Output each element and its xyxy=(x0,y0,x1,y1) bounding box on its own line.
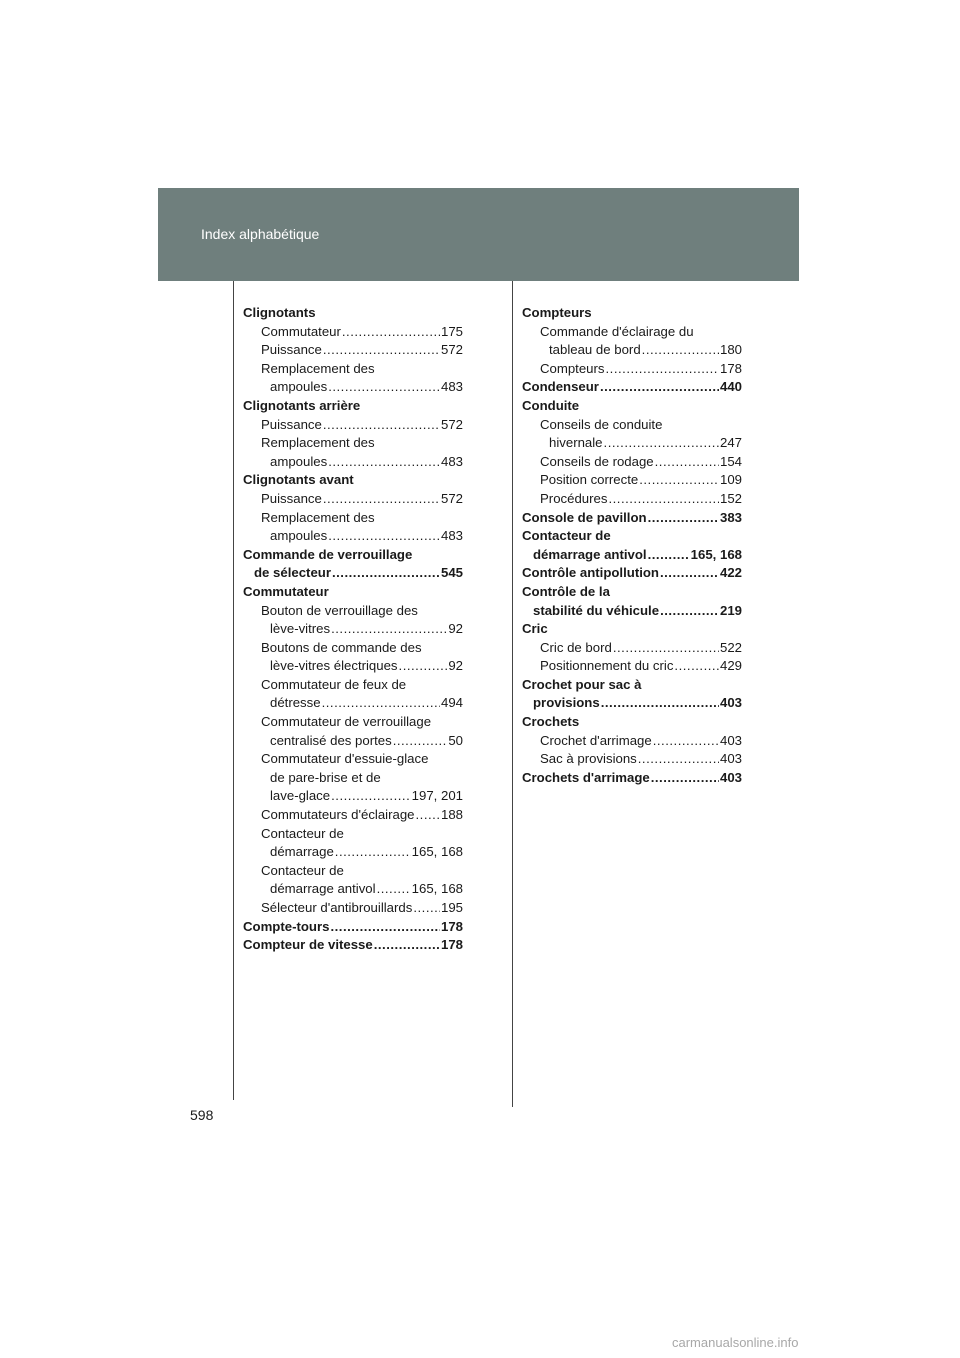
dot-leader xyxy=(331,620,447,639)
index-subentry: Commutateur d'essuie-glace xyxy=(261,751,429,767)
index-subentry: Remplacement des xyxy=(261,509,375,525)
entry-text: Positionnement du cric xyxy=(540,658,674,674)
dot-leader xyxy=(600,378,719,397)
index-entry xyxy=(243,936,463,955)
page-reference: 483 xyxy=(440,528,463,544)
page-reference: 109 xyxy=(719,472,742,488)
index-entry: Clignotants xyxy=(243,305,316,320)
dot-leader xyxy=(639,471,719,490)
index-subentry xyxy=(243,694,463,713)
dot-leader xyxy=(655,453,719,472)
page-reference: 572 xyxy=(440,416,463,432)
entry-text: provisions xyxy=(533,695,600,711)
page-reference: 440 xyxy=(719,379,742,395)
dot-leader xyxy=(328,527,440,546)
index-entry: Cric xyxy=(522,621,548,637)
index-subentry xyxy=(243,453,463,472)
entry-text: ampoules xyxy=(270,453,328,469)
page-reference: 483 xyxy=(440,453,463,469)
entry-text: Compte-tours xyxy=(243,918,330,934)
index-subentry xyxy=(522,490,742,509)
entry-text: lave-glace xyxy=(270,788,331,804)
dot-leader xyxy=(674,657,719,676)
dot-leader xyxy=(393,732,448,751)
entry-text: Commutateurs d'éclairage xyxy=(261,807,415,823)
entry-text: Contrôle antipollution xyxy=(522,565,659,581)
dot-leader xyxy=(331,787,411,806)
index-entry: Compteurs xyxy=(522,305,592,320)
index-subentry: Bouton de verrouillage des xyxy=(261,602,418,618)
dot-leader xyxy=(613,639,719,658)
column-divider xyxy=(512,281,513,1107)
entry-text: ampoules xyxy=(270,528,328,544)
page-reference: 422 xyxy=(719,565,742,581)
entry-text: Crochets d'arrimage xyxy=(522,769,650,785)
entry-text: Sélecteur d'antibrouillards xyxy=(261,900,413,915)
page-reference: 429 xyxy=(719,658,742,674)
dot-leader xyxy=(604,434,719,453)
index-subentry xyxy=(522,360,742,379)
entry-text: ampoules xyxy=(270,379,328,395)
dot-leader xyxy=(328,378,440,397)
page-reference: 175 xyxy=(440,323,463,339)
entry-text: Conseils de rodage xyxy=(540,453,654,469)
index-subentry xyxy=(243,880,463,899)
entry-text: Condenseur xyxy=(522,379,599,395)
dot-leader xyxy=(377,880,411,899)
dot-leader xyxy=(608,490,719,509)
index-entry xyxy=(243,918,463,937)
index-entry: Commutateur xyxy=(243,583,329,599)
page-reference: 152 xyxy=(719,490,742,506)
index-subentry xyxy=(243,787,463,806)
entry-text: démarrage xyxy=(270,844,334,860)
dot-leader xyxy=(332,564,440,583)
dot-leader xyxy=(328,453,440,472)
index-entry: Contrôle de la xyxy=(522,583,610,599)
page-reference: 154 xyxy=(719,453,742,469)
entry-text: Cric de bord xyxy=(540,639,612,655)
index-subentry xyxy=(522,341,742,360)
entry-text: démarrage antivol xyxy=(533,546,647,562)
page-reference: 178 xyxy=(719,360,742,376)
entry-text: Compteurs xyxy=(540,360,605,376)
entry-text: démarrage antivol xyxy=(270,881,376,897)
index-subentry xyxy=(243,620,463,639)
dot-leader xyxy=(323,416,440,435)
index-entry xyxy=(522,509,742,528)
dot-leader xyxy=(660,602,719,621)
entry-text: Puissance xyxy=(261,416,322,432)
dot-leader xyxy=(653,732,719,751)
index-subentry: Commande d'éclairage du xyxy=(540,323,694,339)
entry-text: Compteur de vitesse xyxy=(243,937,373,953)
dot-leader xyxy=(648,509,719,528)
page-reference: 92 xyxy=(448,658,463,674)
index-subentry: Conseils de conduite xyxy=(540,416,663,432)
page-reference: 180 xyxy=(719,342,742,358)
dot-leader xyxy=(342,323,440,342)
page-reference: 195 xyxy=(440,900,463,915)
page-reference: 247 xyxy=(719,435,742,451)
dot-leader xyxy=(323,490,440,509)
page-reference: 572 xyxy=(440,490,463,506)
index-subentry xyxy=(243,899,463,918)
entry-text: lève-vitres xyxy=(270,621,331,637)
index-subentry xyxy=(522,750,742,769)
index-subentry: Remplacement des xyxy=(261,435,375,451)
index-entry: Crochets xyxy=(522,714,580,730)
index-subentry xyxy=(522,732,742,751)
index-subentry xyxy=(243,323,463,342)
index-subentry: Commutateur de verrouillage xyxy=(261,714,432,730)
header-band xyxy=(158,188,799,281)
page-reference: 197, 201 xyxy=(411,788,463,804)
entry-text: Puissance xyxy=(261,490,322,506)
index-subentry xyxy=(243,490,463,509)
index-subentry xyxy=(243,806,463,825)
page-reference: 165, 168 xyxy=(411,844,463,860)
dot-leader xyxy=(660,564,719,583)
index-entry: Clignotants arrière xyxy=(243,397,361,413)
index-subentry xyxy=(243,416,463,435)
page-reference: 403 xyxy=(719,695,742,711)
entry-text: tableau de bord xyxy=(549,342,641,358)
index-entry xyxy=(522,694,742,713)
dot-leader xyxy=(323,341,440,360)
index-subentry xyxy=(243,378,463,397)
entry-text: stabilité du véhicule xyxy=(533,602,660,618)
index-subentry: Remplacement des xyxy=(261,360,375,376)
entry-text: détresse xyxy=(270,695,321,711)
dot-leader xyxy=(642,341,719,360)
index-subentry xyxy=(522,639,742,658)
index-subentry xyxy=(243,843,463,862)
entry-text: Position correcte xyxy=(540,472,639,488)
page-reference: 494 xyxy=(440,695,463,711)
entry-text: Puissance xyxy=(261,342,322,358)
dot-leader xyxy=(638,750,719,769)
entry-text: Sac à provisions xyxy=(540,751,637,767)
index-subentry xyxy=(243,527,463,546)
entry-text: Crochet d'arrimage xyxy=(540,732,652,748)
dot-leader xyxy=(330,918,440,937)
page-reference: 188 xyxy=(440,807,463,823)
page-reference: 572 xyxy=(440,342,463,358)
index-subentry xyxy=(522,657,742,676)
left-margin-rule xyxy=(233,281,234,1100)
page-reference: 178 xyxy=(440,937,463,953)
index-subentry: Contacteur de xyxy=(261,862,344,878)
index-entry: Commande de verrouillage xyxy=(243,546,413,562)
index-subentry: Contacteur de xyxy=(261,825,344,841)
entry-text: centralisé des portes xyxy=(270,732,392,748)
section-title: Index alphabétique xyxy=(201,226,320,242)
dot-leader xyxy=(651,769,719,788)
page-reference: 165, 168 xyxy=(411,881,463,897)
page-reference: 92 xyxy=(448,621,463,637)
page-reference: 383 xyxy=(719,509,742,525)
dot-leader xyxy=(322,694,440,713)
dot-leader xyxy=(606,360,719,379)
index-entry: Contacteur de xyxy=(522,528,611,544)
page-reference: 403 xyxy=(719,769,742,785)
index-subentry xyxy=(243,732,463,751)
dot-leader xyxy=(399,657,448,676)
entry-text: Console de pavillon xyxy=(522,509,647,525)
index-entry xyxy=(522,378,742,397)
dot-leader xyxy=(416,806,440,825)
index-subentry xyxy=(522,453,742,472)
entry-text: Procédures xyxy=(540,490,608,506)
index-entry: Conduite xyxy=(522,397,580,413)
dot-leader xyxy=(648,546,690,565)
page-reference: 522 xyxy=(719,639,742,655)
index-column-left xyxy=(243,304,463,955)
dot-leader xyxy=(335,843,411,862)
index-subentry xyxy=(522,434,742,453)
entry-text: hivernale xyxy=(549,435,603,451)
page-reference: 483 xyxy=(440,379,463,395)
index-entry: Clignotants avant xyxy=(243,472,354,488)
index-entry: Crochet pour sac à xyxy=(522,676,642,692)
index-subentry: de pare-brise et de xyxy=(270,769,381,785)
page-number: 598 xyxy=(190,1107,214,1123)
page-reference: 165, 168 xyxy=(690,546,742,562)
index-column-right xyxy=(522,304,742,787)
index-subentry xyxy=(522,471,742,490)
index-subentry xyxy=(243,657,463,676)
watermark: carmanualsonline.info xyxy=(672,1335,799,1350)
page-reference: 403 xyxy=(719,732,742,748)
index-subentry: Boutons de commande des xyxy=(261,639,422,655)
entry-text: lève-vitres électriques xyxy=(270,658,398,674)
index-entry xyxy=(243,564,463,583)
entry-text: Commutateur xyxy=(261,323,341,339)
index-entry xyxy=(522,602,742,621)
index-entry xyxy=(522,546,742,565)
dot-leader xyxy=(601,694,719,713)
page-reference: 219 xyxy=(719,602,742,618)
page-reference: 50 xyxy=(448,732,463,748)
page-reference: 545 xyxy=(440,565,463,581)
index-entry xyxy=(522,564,742,583)
dot-leader xyxy=(413,899,440,918)
index-subentry xyxy=(243,341,463,360)
page-reference: 178 xyxy=(440,918,463,934)
page-reference: 403 xyxy=(719,751,742,767)
index-entry xyxy=(522,769,742,788)
entry-text: de sélecteur xyxy=(254,565,331,581)
dot-leader xyxy=(374,936,440,955)
index-subentry: Commutateur de feux de xyxy=(261,676,407,692)
